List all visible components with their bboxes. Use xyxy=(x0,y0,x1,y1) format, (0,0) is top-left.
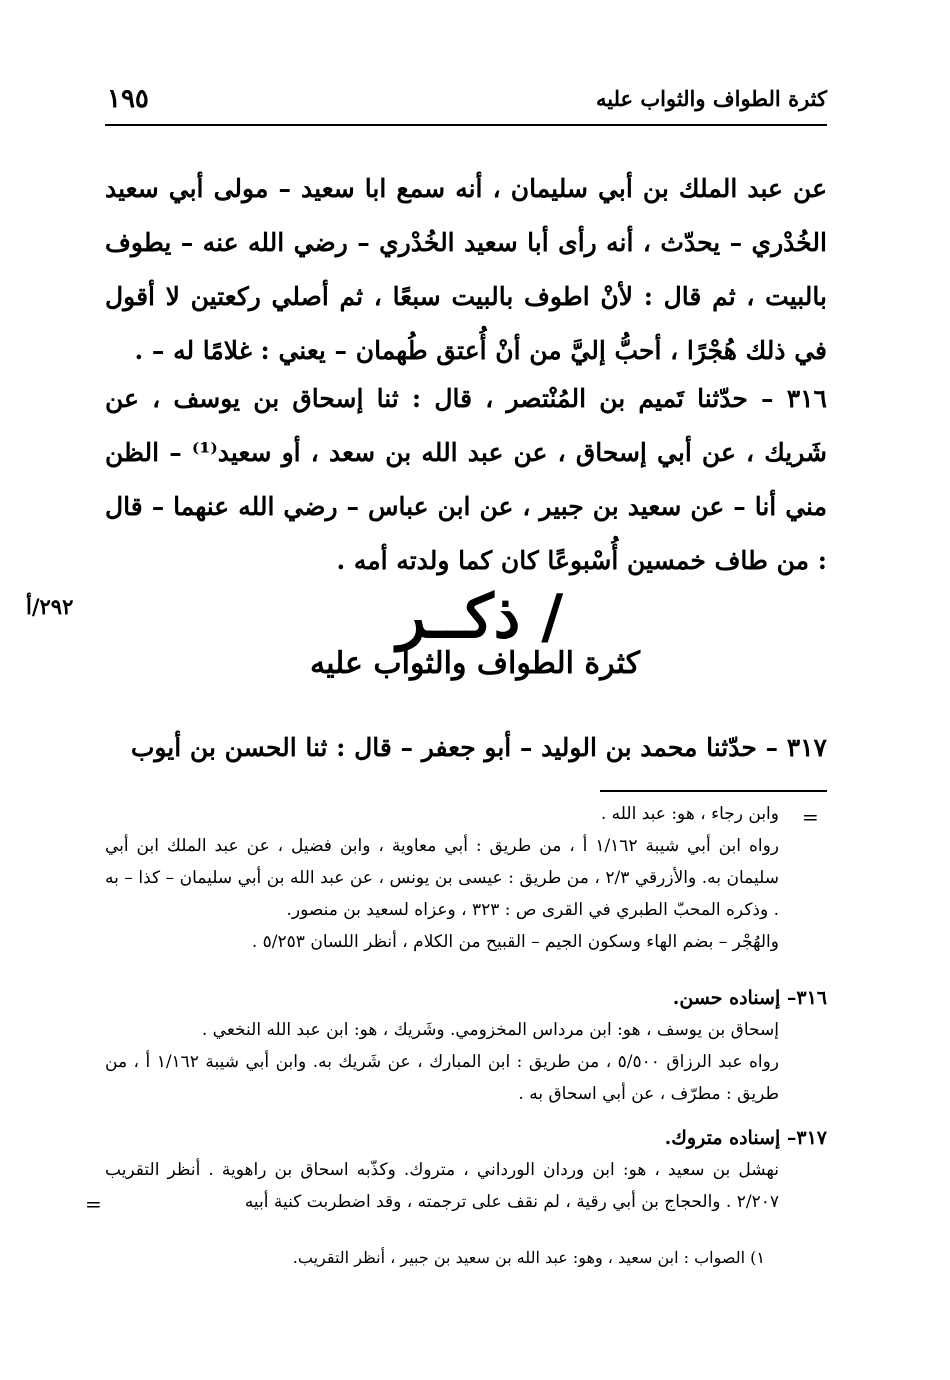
section-word: / ذكــر xyxy=(396,582,564,652)
notes-block-1 xyxy=(105,798,827,958)
running-header xyxy=(105,86,827,116)
body-paragraph-2 xyxy=(105,372,827,588)
folio-marker: ٢٩٢/أ xyxy=(26,594,74,619)
note-line: رواه عبد الرزاق ٥/٥٠٠ ، من طريق : ابن المبارك ، عن شَريك به. وابن أبي شيبة ١/١٦٢ أ ، من طريق : مطرّف ، عن أبي اسحاق به . xyxy=(105,1052,780,1104)
continuation-mark: = xyxy=(85,1192,102,1216)
notes-rule xyxy=(600,790,827,792)
notes-block-317 xyxy=(105,1122,827,1218)
note-line: رواه ابن أبي شيبة ١/١٦٢ أ ، من طريق : أبي معاوية ، وابن فضيل ، عن عبد الملك ابن أبي سليمان به. والأزرقي ٢/٣ ، من طريق : عيسى بن يونس ، عن عبد الله بن أبي سليمان – كذا – به . وذكره المحبّ الطبري في القرى ص : ٣٢٣ ، وعزاه لسعيد بن منصور. xyxy=(105,836,779,920)
body-paragraph-3 xyxy=(105,724,827,772)
paragraph-text: ٣١٦ – حدّثنا تَميم بن المُنْتصر ، قال : ثنا إسحاق بن يوسف ، عن شَريك ، عن أبي إسحاق ، عن عبد الله بن سعد ، أو سعيد⁽¹⁾ – الظن مني أنا – عن سعيد بن جبير ، عن ابن عباس – رضي الله عنهما – قال : من طاف خمسين أُسْبوعًا كان كما ولدته أمه . xyxy=(105,384,827,575)
notes-block-316 xyxy=(105,982,827,1110)
page-number: ١٩٥ xyxy=(107,84,149,114)
note-line: إسحاق بن يوسف ، هو: ابن مرداس المخزومي. وشَريك ، هو: ابن عبد الله النخعي . xyxy=(201,1020,779,1040)
note-line: وابن رجاء ، هو: عبد الله . xyxy=(600,804,779,824)
continuation-mark: = xyxy=(802,805,819,829)
section-title: كثرة الطواف والثواب عليه xyxy=(309,646,640,681)
note-heading: ٣١٦– إسناده حسن. xyxy=(672,987,827,1009)
paragraph-text: ٣١٧ – حدّثنا محمد بن الوليد – أبو جعفر – قال : ثنا الحسن بن أيوب xyxy=(130,733,827,762)
paragraph-text: عن عبد الملك بن أبي سليمان ، أنه سمع ابا سعيد – مولى أبي سعيد الخُدْري – يحدّث ، أنه رأى أبا سعيد الخُدْري – رضي الله عنه – يطوف بالبيت ، ثم قال : لأنْ اطوف بالبيت سبعًا ، ثم أصلي ركعتين لا أقول في ذلك هُجْرًا ، أحبُّ إليَّ من أنْ أُعتق طُهمان – يعني : غلامًا له – . xyxy=(105,174,827,365)
running-title: كثرة الطواف والثواب عليه xyxy=(595,86,827,111)
body-paragraph-1 xyxy=(105,162,827,378)
note-heading: ٣١٧– إسناده متروك. xyxy=(664,1127,827,1149)
header-rule xyxy=(105,124,827,126)
note-line: والهُجْر – بضم الهاء وسكون الجيم – القبيح من الكلام ، أنظر اللسان ٥/٢٥٣ . xyxy=(251,932,779,952)
footnote: ١) الصواب : ابن سعيد ، وهو: عبد الله بن سعيد بن جبير ، أنظر التقريب. xyxy=(292,1248,765,1267)
note-line: نهشل بن سعيد ، هو: ابن وردان الورداني ، متروك. وكذّبه اسحاق بن راهوية . أنظر التقريب ٢/٢٠٧ . والحجاج بن أبي رقية ، لم نقف على ترجمته ، وقد اضطربت كنية أبيه xyxy=(105,1160,779,1212)
